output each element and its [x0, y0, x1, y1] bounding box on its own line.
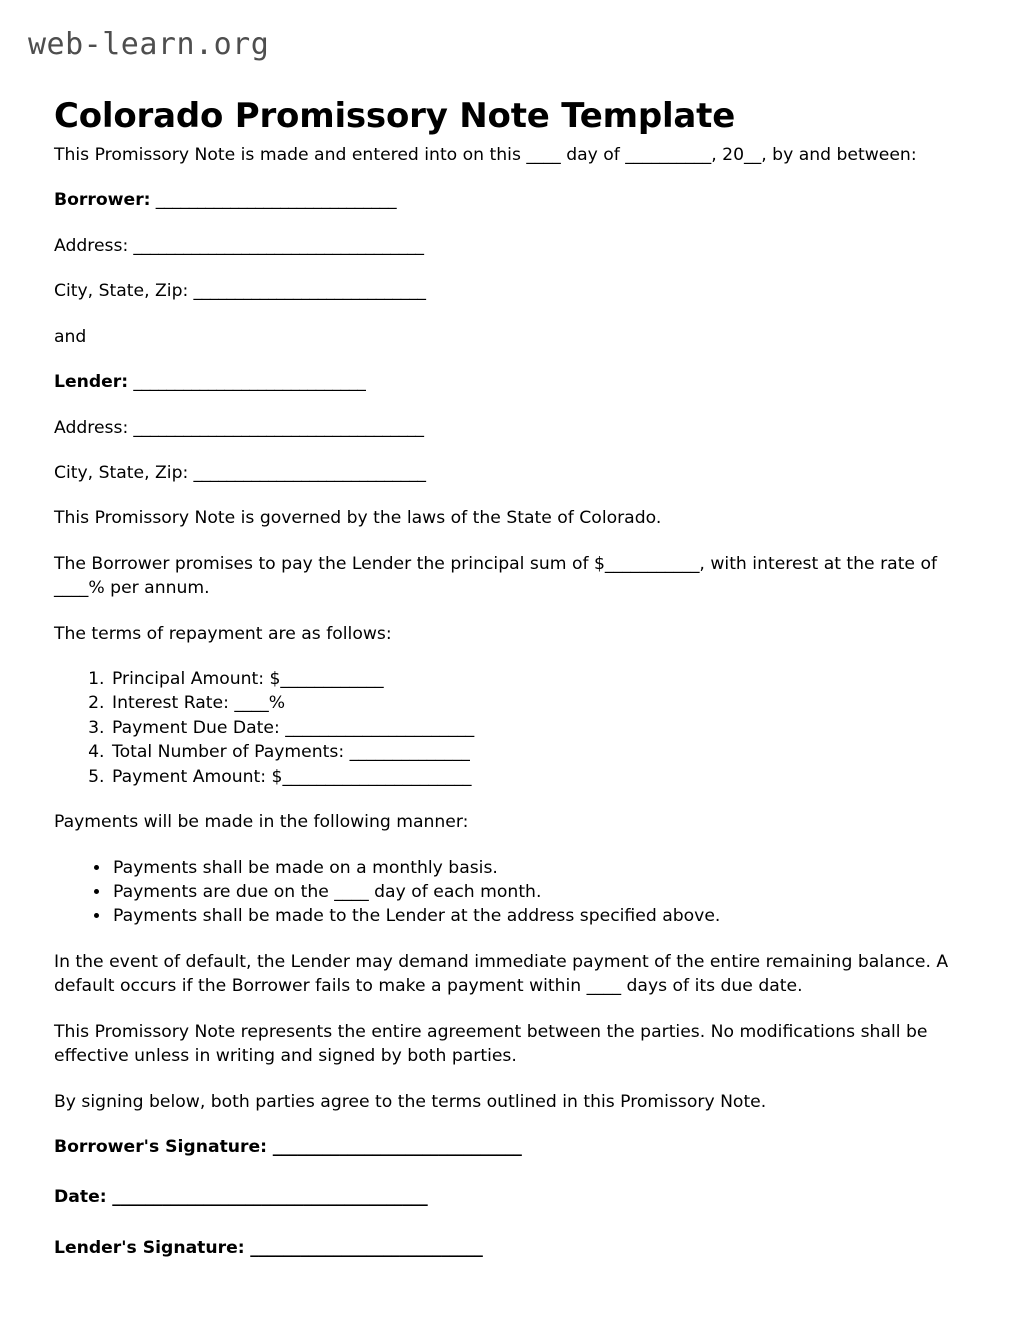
entire-agreement-paragraph: This Promissory Note represents the entire agreement between the parties. No modifications shall be effective unless in writing and signed by both parties. [54, 1021, 928, 1067]
principal-clause-paragraph: The Borrower promises to pay the Lender the principal sum of $___________, with interest at the rate of ____% per annum. [54, 553, 938, 599]
document-body [54, 143, 969, 1286]
lender-city-blank: ____________________________ [188, 462, 426, 483]
borrower-name-line [54, 188, 969, 212]
borrower-address-blank: ___________________________________ [128, 235, 424, 256]
lender-signature-label: Lender's Signature: [54, 1237, 245, 1258]
repayment-terms-list [54, 667, 969, 789]
borrower-label: Borrower: [54, 190, 151, 211]
lender-label: Lender: [54, 372, 129, 393]
borrower-signature-line [54, 1135, 969, 1159]
lender-city-line [54, 461, 969, 485]
default-clause-paragraph: In the event of default, the Lender may demand immediate payment of the entire remaining balance. A default occurs if the Borrower fails to make a payment within ____ days of its due date. [54, 951, 949, 997]
manner-intro-paragraph: Payments will be made in the following manner: [54, 812, 469, 833]
payment-manner-list [54, 856, 969, 929]
borrower-address-label: Address: [54, 235, 129, 256]
borrower-signature-label: Borrower's Signature: [54, 1136, 268, 1157]
page-title: Colorado Promissory Note Template [54, 95, 736, 136]
list-item: • Payments shall be made to the Lender at the address specified above. [111, 904, 969, 928]
list-item: 1. Principal Amount: $____________ [110, 667, 969, 691]
lender-signature-line [54, 1236, 969, 1260]
borrower-name-blank: _____________________________ [150, 190, 397, 211]
lender-city-label: City, State, Zip: [54, 462, 189, 483]
list-item: 2. Interest Rate: ____% [110, 691, 969, 715]
list-item: 5. Payment Amount: $______________________ [110, 765, 969, 789]
lender-address-blank: ___________________________________ [128, 417, 424, 438]
list-item: 3. Payment Due Date: ______________________ [110, 716, 969, 740]
intro-paragraph: This Promissory Note is made and entered into on this ____ day of __________, 20__, by and between: [54, 145, 917, 165]
date-line [54, 1185, 969, 1209]
list-item: 4. Total Number of Payments: ______________ [110, 740, 969, 764]
governing-law-paragraph: This Promissory Note is governed by the laws of the State of Colorado. [54, 508, 662, 529]
date-label: Date: [54, 1187, 107, 1208]
lender-address-line [54, 416, 969, 440]
date-blank: ______________________________________ [106, 1187, 428, 1208]
site-watermark: web-learn.org [28, 27, 270, 62]
list-item: • Payments shall be made on a monthly basis. [111, 856, 969, 880]
lender-signature-blank: ____________________________ [244, 1237, 483, 1258]
lender-name-line [54, 370, 969, 394]
borrower-signature-blank: ______________________________ [267, 1136, 522, 1157]
signing-intro-paragraph: By signing below, both parties agree to the terms outlined in this Promissory Note. [54, 1091, 767, 1112]
list-item: • Payments are due on the ____ day of each month. [111, 880, 969, 904]
borrower-city-line [54, 279, 969, 303]
lender-name-blank: ____________________________ [128, 372, 366, 393]
conjunction-and: and [54, 326, 87, 347]
terms-intro-paragraph: The terms of repayment are as follows: [54, 623, 392, 644]
borrower-city-label: City, State, Zip: [54, 281, 189, 302]
lender-address-label: Address: [54, 417, 129, 438]
borrower-city-blank: ____________________________ [188, 281, 426, 302]
borrower-address-line [54, 234, 969, 258]
